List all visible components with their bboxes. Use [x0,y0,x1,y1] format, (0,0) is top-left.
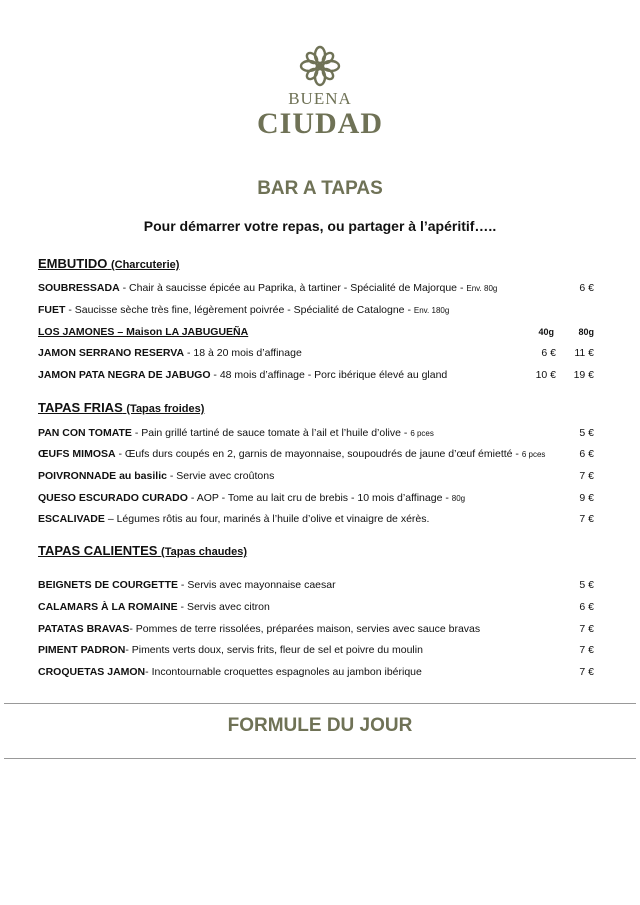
item-description: - Pommes de terre rissolées, préparées maison, servies avec sauce bravas [129,623,481,635]
item-price: 7 € [579,623,594,635]
item-description: - Chair à saucisse épicée au Paprika, à tartiner - Spécialité de Majorque - [119,282,467,294]
item-description: - 18 à 20 mois d’affinage [184,347,302,359]
section-title: TAPAS CALIENTES [38,543,158,558]
menu-item [38,367,598,383]
item-price: 6 € [579,448,594,460]
item-price-80g: 19 € [573,369,594,381]
item-quantity: 80g [451,494,466,503]
section-title: EMBUTIDO [38,256,108,271]
flower-emblem-icon [298,44,342,88]
item-name: PATATAS BRAVAS [38,623,130,635]
item-name: SOUBRESSADA [38,282,120,294]
item-description: - Œufs durs coupés en 2, garnis de mayonnaise, soupoudrés de jaune d’œuf émietté - [115,448,522,460]
item-price-40g: 6 € [541,347,556,359]
menu-item [38,280,598,296]
item-name: PAN CON TOMATE [38,427,132,439]
page-title: BAR A TAPAS [257,178,383,199]
section-subtitle: (Tapas froides) [126,403,205,415]
item-name: ŒUFS MIMOSA [38,448,116,460]
section-heading-calientes [38,543,247,558]
item-price-80g: 11 € [574,347,594,359]
item-name: CALAMARS À LA ROMAINE [38,601,178,613]
section-title: TAPAS FRIAS [38,400,123,415]
item-description: - AOP - Tome au lait cru de brebis - 10 mois d’affinage - [187,492,452,504]
item-price: 7 € [579,513,594,525]
formule-title: FORMULE DU JOUR [227,715,413,736]
item-price: 5 € [579,427,594,439]
item-price-40g: 10 € [535,369,556,381]
item-quantity: 6 pces [521,450,546,459]
menu-item [38,345,598,361]
item-name: BEIGNETS DE COURGETTE [38,579,179,591]
menu-item [38,468,598,484]
column-header-40g: 40g [538,327,554,337]
divider-top [4,703,636,704]
section-heading-frias [38,400,204,415]
menu-item [38,599,598,615]
item-name: POIVRONNADE au basilic [38,470,167,482]
menu-item [38,490,598,506]
menu-item [38,446,598,462]
logo [250,44,390,144]
item-name: JAMON SERRANO RESERVA [38,347,185,359]
item-price: 6 € [579,601,594,613]
item-description: – Légumes rôtis au four, marinés à l’huile d’olive et vinaigre de xérès. [104,513,430,525]
divider-bottom [4,758,636,759]
item-description: - Piments verts doux, servis frits, fleur de sel et poivre du moulin [125,644,423,656]
item-description: - 48 mois d’affinage - Porc ibérique élevé au gland [210,369,448,381]
item-name: ESCALIVADE [38,513,105,525]
logo-text-ciudad: CIUDAD [257,107,383,140]
item-name: QUESO ESCURADO CURADO [38,492,188,504]
item-quantity: Env. 80g [466,284,498,293]
item-name: JAMON PATA NEGRA DE JABUGO [38,369,211,381]
section-heading-embutido [38,256,179,271]
section-subtitle: (Charcuterie) [110,259,180,271]
jamones-title: LOS JAMONES – Maison LA JABUGUEÑA [38,326,249,338]
item-description: - Incontournable croquettes espagnoles au jambon ibérique [145,666,422,678]
menu-item [38,642,598,658]
item-price: 6 € [579,282,594,294]
item-description: - Servis avec mayonnaise caesar [178,579,336,591]
menu-item [38,664,598,680]
item-name: PIMENT PADRON [38,644,126,656]
item-quantity: Env. 180g [413,306,450,315]
menu-item [38,302,598,318]
menu-item [38,511,598,527]
item-description: - Saucisse sèche très fine, légèrement poivrée - Spécialité de Catalogne - [65,304,414,316]
menu-item [38,577,598,593]
item-name: CROQUETAS JAMON [38,666,146,678]
menu-item [38,621,598,637]
item-price: 7 € [579,470,594,482]
item-description: - Pain grillé tartiné de sauce tomate à l’ail et l’huile d’olive - [131,427,411,439]
item-price: 5 € [579,579,594,591]
menu-item [38,425,598,441]
item-name: FUET [38,304,66,316]
item-price: 9 € [579,492,594,504]
item-price: 7 € [579,666,594,678]
jamones-header [38,324,598,340]
item-quantity: 6 pces [410,429,434,438]
logo-text-buena: BUENA [288,89,352,108]
column-header-80g: 80g [578,327,594,337]
item-description: - Servie avec croûtons [166,470,275,482]
item-price: 7 € [579,644,594,656]
item-description: - Servis avec citron [177,601,270,613]
section-subtitle: (Tapas chaudes) [161,546,248,558]
page-subtitle: Pour démarrer votre repas, ou partager à l’apéritif….. [143,218,497,234]
